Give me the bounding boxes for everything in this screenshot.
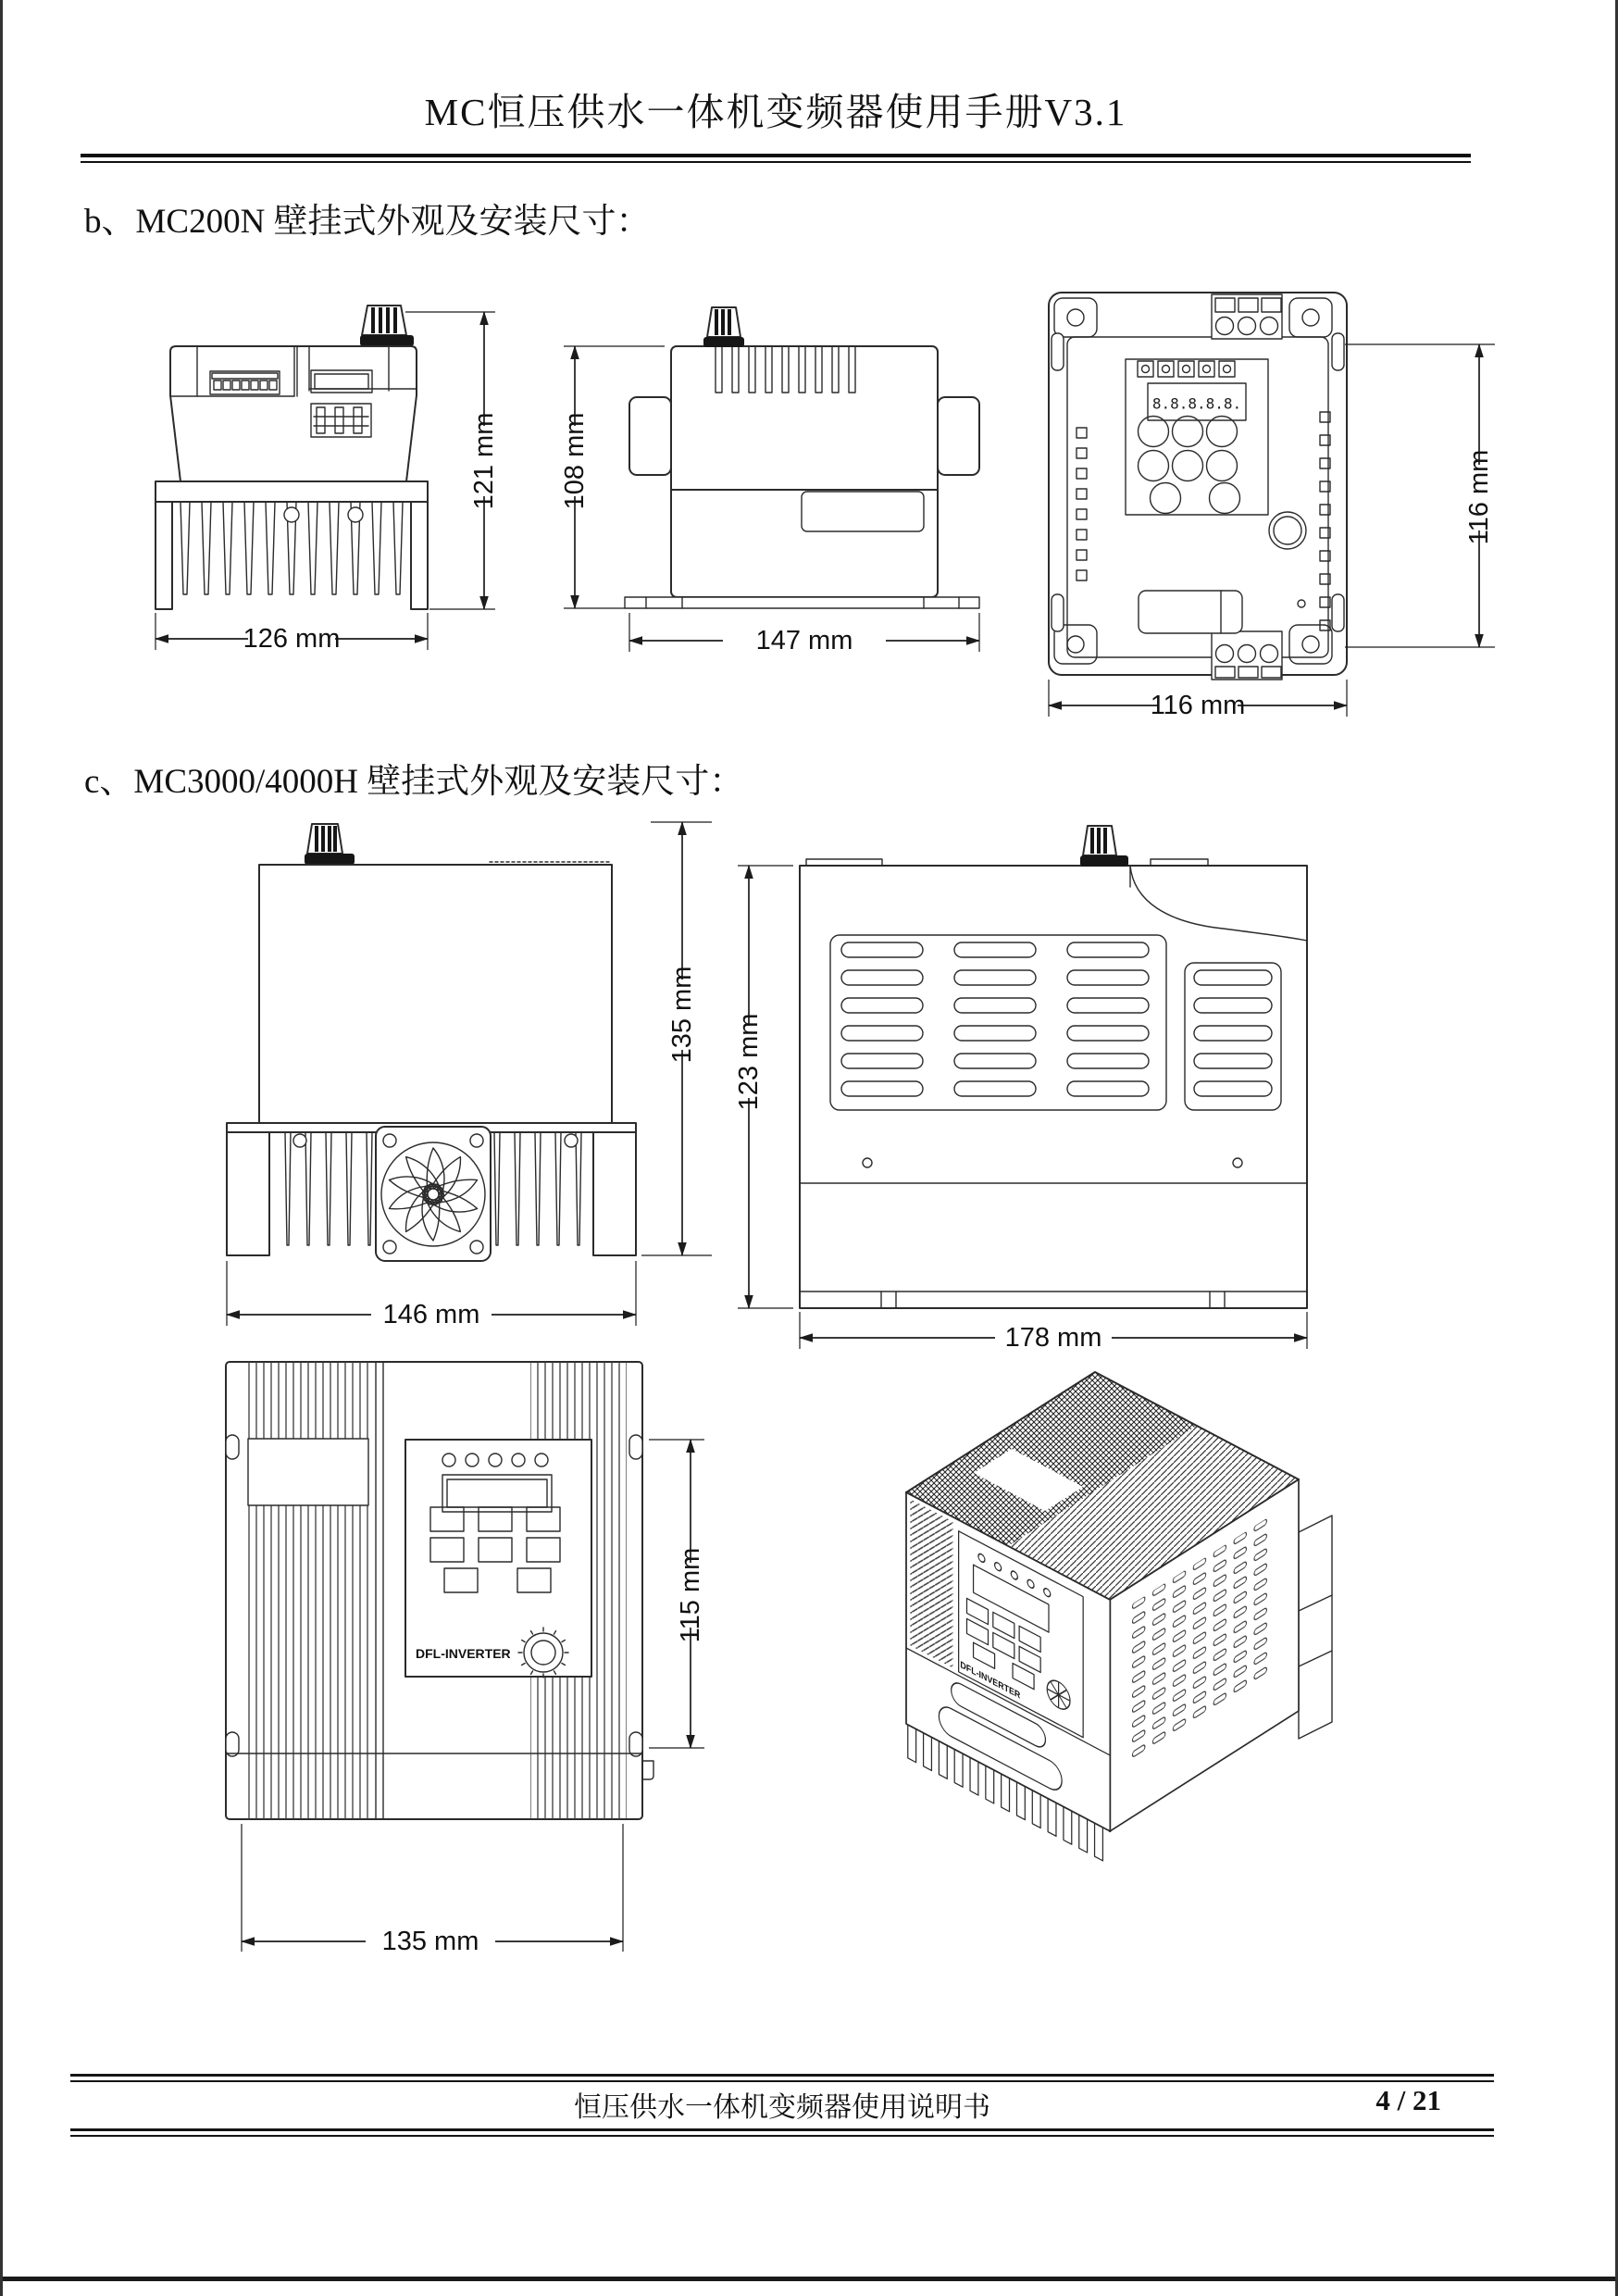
lower-cover <box>1139 591 1242 633</box>
brand-label: DFL-INVERTER <box>960 1659 1021 1702</box>
dim-label: 178 mm <box>1004 1323 1102 1353</box>
dimension-height <box>734 866 793 1308</box>
terminal-block-bottom <box>1212 631 1282 680</box>
device-body <box>259 862 612 1123</box>
drawing-mc3000-vent-side-view <box>734 815 1410 1370</box>
device-body <box>170 346 417 481</box>
drawing-mc3000-front-view <box>216 1342 743 1981</box>
potentiometer-knob <box>703 307 744 347</box>
rotary-knob <box>1269 512 1306 549</box>
drawing-mc200n-end-view <box>549 268 1012 680</box>
potentiometer-knob <box>305 824 355 865</box>
footer-page-number: 4 / 21 <box>1375 2084 1441 2116</box>
mounting-bracket <box>1299 1516 1332 1739</box>
dim-label: 123 mm <box>734 1013 764 1111</box>
device-body <box>625 346 979 608</box>
device-body <box>800 859 1307 1308</box>
drawing-mc200n-side-view <box>91 268 521 680</box>
dimension-width <box>242 1824 623 1956</box>
potentiometer-knob <box>1080 826 1128 867</box>
footer-rule-bottom <box>70 2128 1494 2137</box>
dimension-width <box>629 613 979 655</box>
dimension-width <box>1049 680 1347 720</box>
keypad-panel <box>1126 359 1268 515</box>
dim-label: 135 mm <box>381 1927 479 1956</box>
heatsink <box>156 481 428 609</box>
dimension-height <box>560 346 665 608</box>
dimension-width <box>227 1261 636 1329</box>
dim-label: 135 mm <box>667 966 697 1064</box>
dim-label: 126 mm <box>243 624 341 654</box>
brand-label: DFL-INVERTER <box>416 1646 511 1661</box>
header-rule <box>81 154 1471 163</box>
section-c-heading: c、MC3000/4000H 壁挂式外观及安装尺寸： <box>84 763 744 801</box>
footer-rule-top <box>70 2074 1494 2082</box>
keypad-panel <box>405 1440 591 1678</box>
cooling-fan <box>376 1127 491 1261</box>
dimension-height <box>1345 344 1495 647</box>
terminal-block-top <box>1212 294 1282 339</box>
dim-label: 147 mm <box>755 626 853 655</box>
page-bottom-border <box>3 2277 1618 2281</box>
drawing-mc3000-fan-side-view <box>216 815 734 1342</box>
dim-label: 146 mm <box>382 1300 480 1329</box>
dimension-height <box>641 822 712 1255</box>
dim-label: 116 mm <box>1464 449 1494 545</box>
display-digits: 8.8.8.8.8. <box>1151 394 1242 413</box>
dim-label: 115 mm <box>676 1547 705 1643</box>
dim-label: 121 mm <box>469 412 499 510</box>
dim-label: 108 mm <box>560 412 590 510</box>
footer-title: 恒压供水一体机变频器使用说明书 <box>574 2092 990 2123</box>
dimension-height <box>405 312 499 609</box>
dimension-height <box>649 1440 705 1748</box>
section-b-heading: b、MC200N 壁挂式外观及安装尺寸： <box>84 203 651 241</box>
drawing-mc3000-isometric-view <box>817 1333 1345 1916</box>
page-title: MC恒压供水一体机变频器使用手册V3.1 <box>424 91 1127 133</box>
dim-label: 116 mm <box>1150 691 1246 720</box>
drawing-mc200n-front-view <box>1039 250 1544 731</box>
dimension-width <box>156 613 428 654</box>
